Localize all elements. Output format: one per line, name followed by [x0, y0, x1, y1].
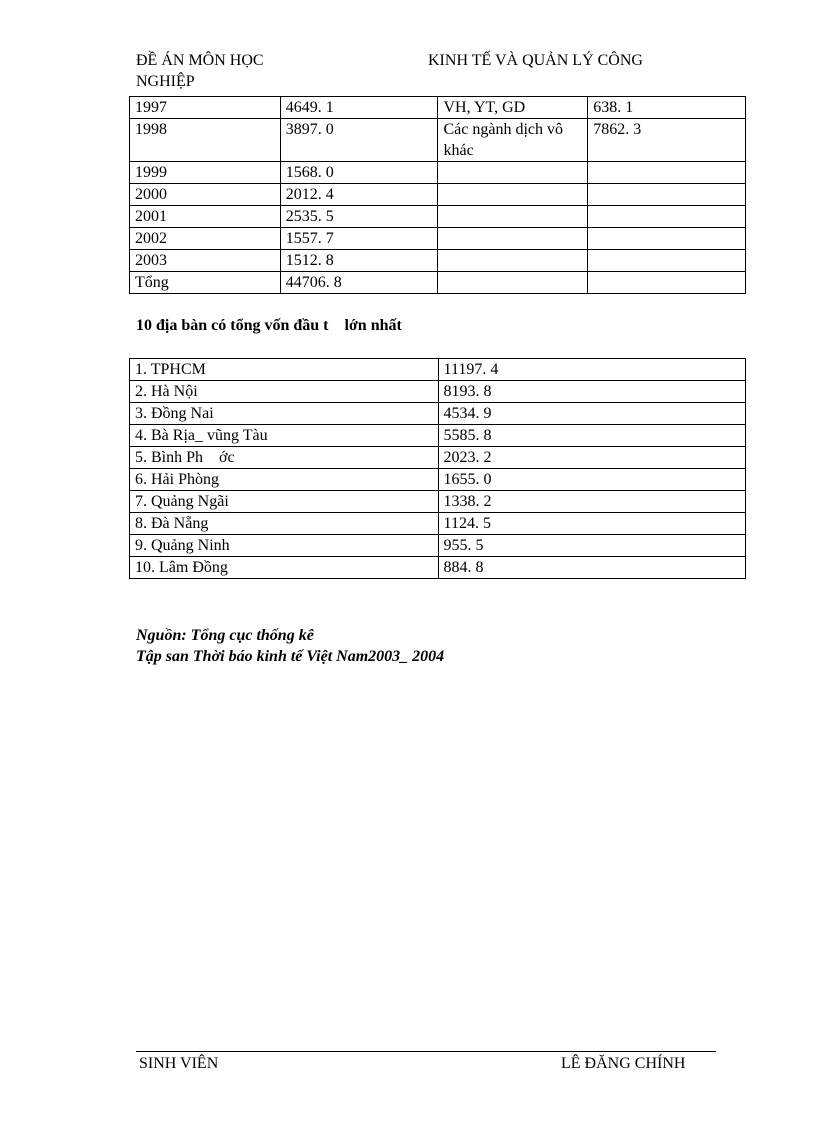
amount-cell: 884. 8: [438, 557, 745, 579]
year-cell: 2002: [130, 228, 281, 250]
year-cell: 1998: [130, 119, 281, 162]
amount-cell: 1124. 5: [438, 513, 745, 535]
sector-cell: [438, 250, 588, 272]
sector-cell: [438, 228, 588, 250]
province-cell: 4. Bà Rịa_ vũng Tàu: [130, 425, 439, 447]
province-cell: 9. Quảng Ninh: [130, 535, 439, 557]
sector-cell: [438, 272, 588, 294]
table-row: [130, 469, 746, 491]
table-row: [130, 97, 746, 119]
investment-by-year-table: [129, 96, 746, 294]
value-cell: 1568. 0: [280, 162, 438, 184]
value-cell: 1512. 8: [280, 250, 438, 272]
value-cell: 3897. 0: [280, 119, 438, 162]
table-row: [130, 513, 746, 535]
source-note: [136, 625, 444, 667]
sector-cell: Các ngành dịch vô khác: [438, 119, 588, 162]
table-row: [130, 228, 746, 250]
table-row: [130, 491, 746, 513]
header-right: KINH TẾ VÀ QUẢN LÝ CÔNG: [428, 52, 643, 69]
amount-cell: 1655. 0: [438, 469, 745, 491]
value-cell: 4649. 1: [280, 97, 438, 119]
year-cell: 2001: [130, 206, 281, 228]
year-cell: 1997: [130, 97, 281, 119]
province-cell: 10. Lâm Đồng: [130, 557, 439, 579]
province-cell: 5. Bình Ph ớc: [130, 447, 439, 469]
table-row: [130, 535, 746, 557]
year-cell: 2000: [130, 184, 281, 206]
total-value-cell: 44706. 8: [280, 272, 438, 294]
table-row: [130, 250, 746, 272]
table-row: [130, 447, 746, 469]
sector-value-cell: [588, 250, 746, 272]
value-cell: 2535. 5: [280, 206, 438, 228]
table-row: [130, 359, 746, 381]
table-row-total: [130, 272, 746, 294]
footer-divider: [136, 1051, 716, 1052]
amount-cell: 1338. 2: [438, 491, 745, 513]
header-left-line2: NGHIỆP: [136, 73, 195, 90]
section-title: 10 địa bàn có tổng vốn đầu t lớn nhất: [136, 317, 402, 334]
table-row: [130, 425, 746, 447]
sector-value-cell: 7862. 3: [588, 119, 746, 162]
table-row: [130, 403, 746, 425]
header-left: [136, 50, 356, 92]
amount-cell: 8193. 8: [438, 381, 745, 403]
sector-cell: [438, 184, 588, 206]
total-label-cell: Tổng: [130, 272, 281, 294]
amount-cell: 11197. 4: [438, 359, 745, 381]
value-cell: 1557. 7: [280, 228, 438, 250]
sector-value-cell: [588, 162, 746, 184]
sector-cell: VH, YT, GD: [438, 97, 588, 119]
sector-value-cell: [588, 184, 746, 206]
sector-value-cell: [588, 272, 746, 294]
sector-value-cell: [588, 206, 746, 228]
amount-cell: 5585. 8: [438, 425, 745, 447]
table-row: [130, 162, 746, 184]
table-row: [130, 184, 746, 206]
year-cell: 1999: [130, 162, 281, 184]
footer-right: LÊ ĐĂNG CHÍNH: [561, 1055, 686, 1072]
year-cell: 2003: [130, 250, 281, 272]
sector-value-cell: 638. 1: [588, 97, 746, 119]
table-row: [130, 381, 746, 403]
amount-cell: 2023. 2: [438, 447, 745, 469]
amount-cell: 955. 5: [438, 535, 745, 557]
table-row: [130, 119, 746, 162]
sector-value-cell: [588, 228, 746, 250]
province-cell: 8. Đà Nẵng: [130, 513, 439, 535]
province-cell: 1. TPHCM: [130, 359, 439, 381]
table-row: [130, 206, 746, 228]
header-left-line1: ĐỀ ÁN MÔN HỌC: [136, 52, 264, 69]
source-line1: Nguồn: Tổng cục thống kê: [136, 627, 314, 644]
amount-cell: 4534. 9: [438, 403, 745, 425]
province-cell: 6. Hải Phòng: [130, 469, 439, 491]
value-cell: 2012. 4: [280, 184, 438, 206]
sector-cell: [438, 162, 588, 184]
top-provinces-table: [129, 358, 746, 579]
footer-left: SINH VIÊN: [139, 1055, 219, 1072]
province-cell: 2. Hà Nội: [130, 381, 439, 403]
table-row: [130, 557, 746, 579]
province-cell: 7. Quảng Ngãi: [130, 491, 439, 513]
source-line2: Tập san Thời báo kinh tế Việt Nam2003_ 2004: [136, 648, 445, 665]
province-cell: 3. Đồng Nai: [130, 403, 439, 425]
sector-cell: [438, 206, 588, 228]
